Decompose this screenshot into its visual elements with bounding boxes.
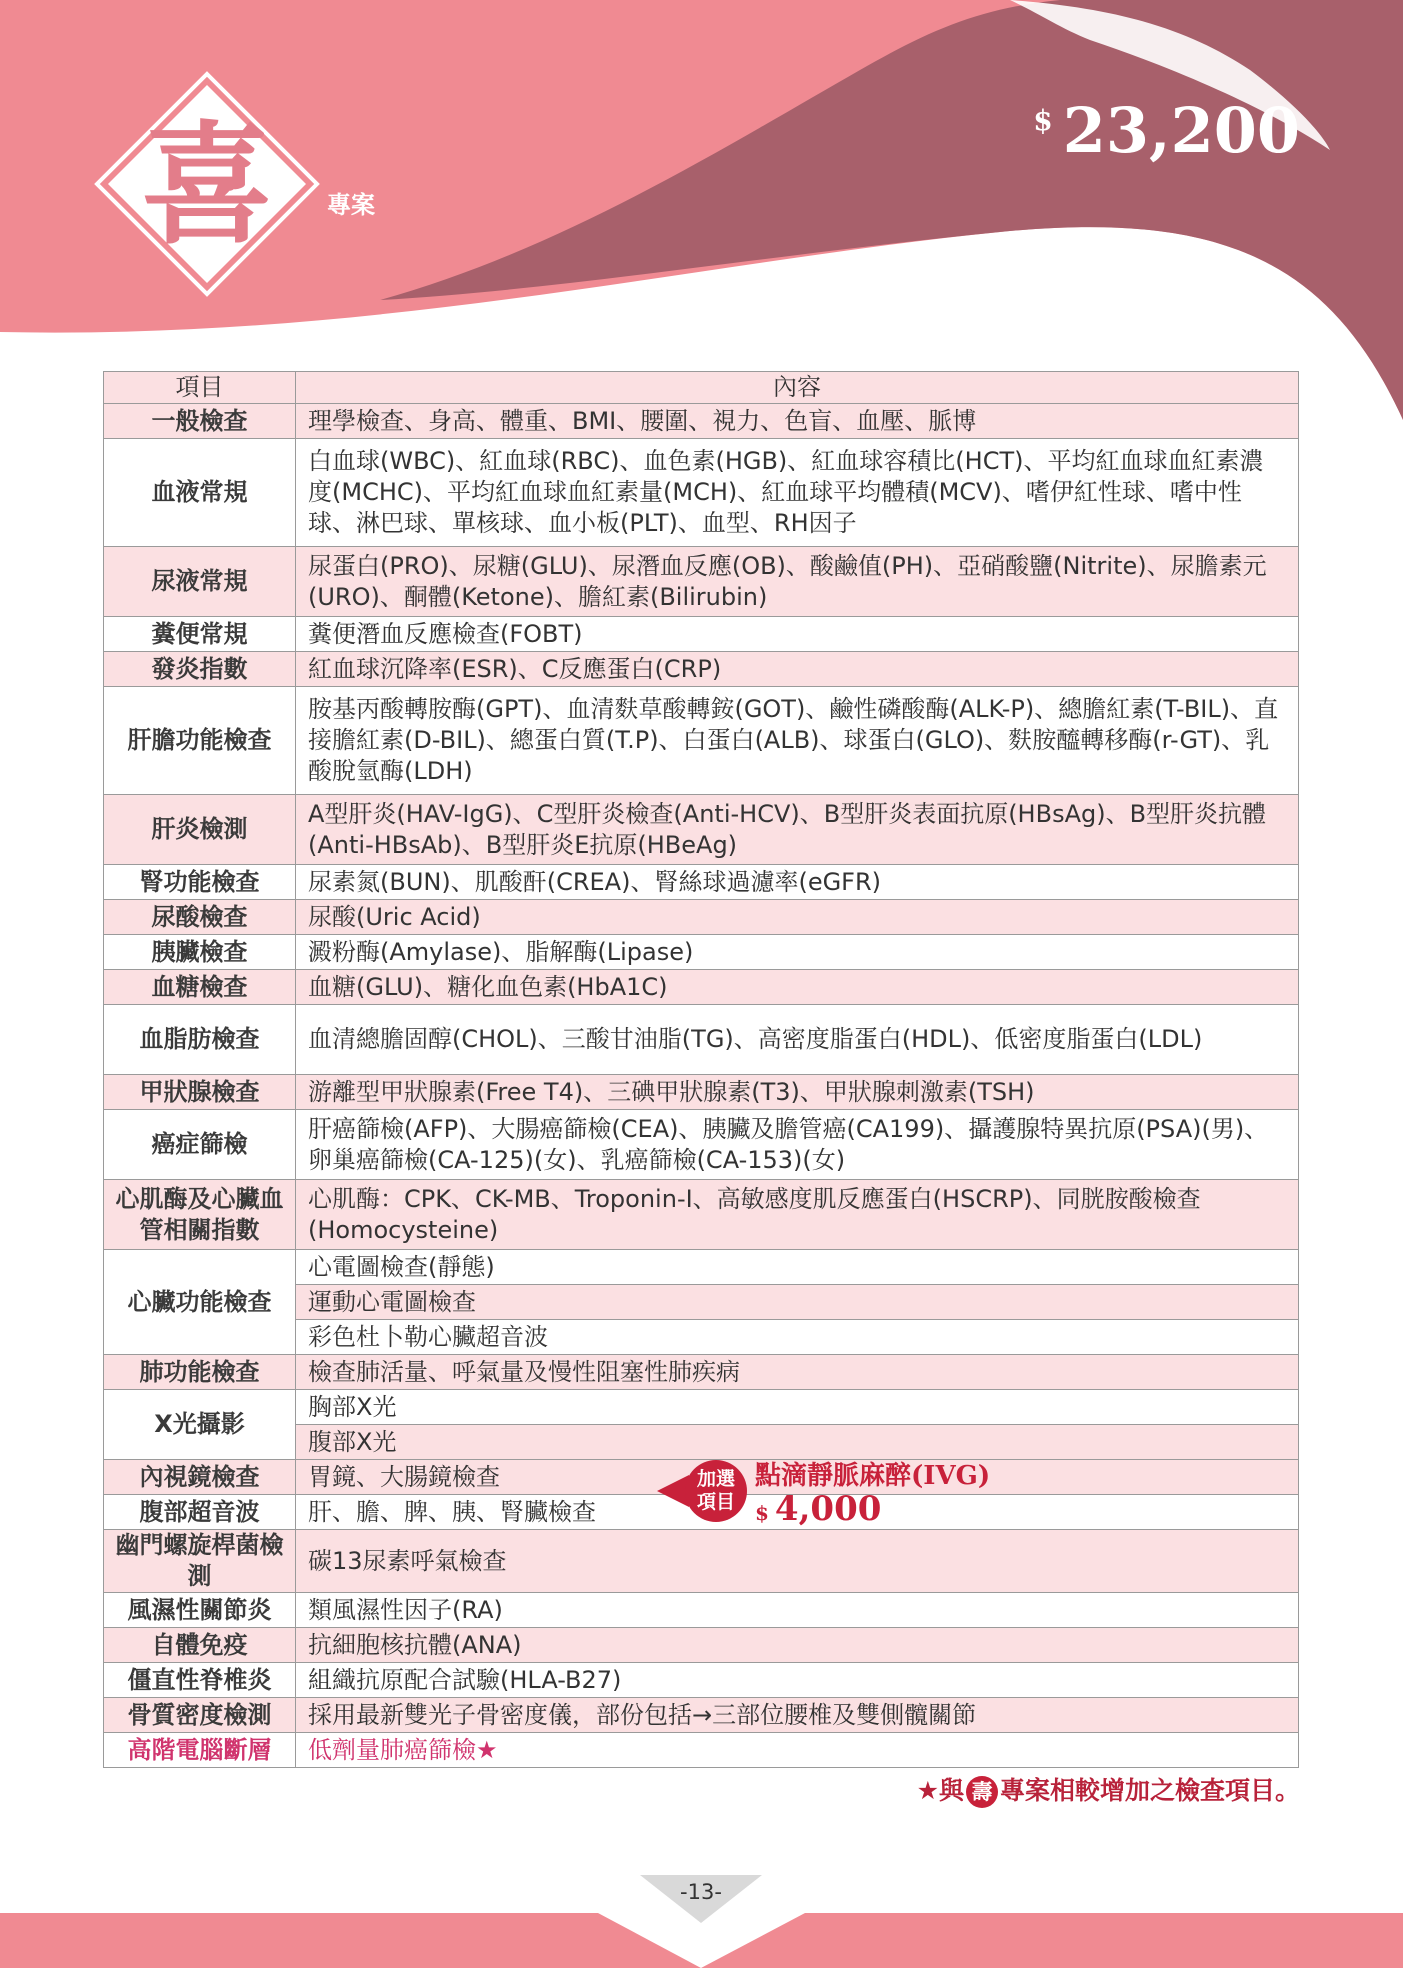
table-row	[104, 1355, 1299, 1390]
row-content: 彩色杜卜勒心臟超音波	[296, 1320, 1299, 1355]
table-row	[104, 1663, 1299, 1698]
table-row	[104, 1390, 1299, 1425]
price-value: 23,200	[1062, 94, 1300, 167]
addon-price	[755, 1489, 881, 1529]
footnote	[917, 1771, 1300, 1808]
table-row	[104, 617, 1299, 652]
row-item-label: 血脂肪檢查	[104, 1005, 296, 1075]
row-content: 肝、膽、脾、胰、腎臟檢查	[296, 1495, 1299, 1530]
table-row	[104, 1593, 1299, 1628]
row-content: 檢查肺活量、呼氣量及慢性阻塞性肺疾病	[296, 1355, 1299, 1390]
table-row	[104, 1180, 1299, 1250]
table-row	[104, 1530, 1299, 1593]
row-content: 採用最新雙光子骨密度儀，部份包括→三部位腰椎及雙側髖關節	[296, 1698, 1299, 1733]
plan-price	[1033, 94, 1300, 167]
row-item-label: 肝膽功能檢查	[104, 687, 296, 795]
table-row	[104, 865, 1299, 900]
table-header-row	[104, 372, 1299, 404]
row-item-label: 心肌酶及心臟血管相關指數	[104, 1180, 296, 1250]
row-item-label: 自體免疫	[104, 1628, 296, 1663]
row-item-label: 糞便常規	[104, 617, 296, 652]
row-content: 紅血球沉降率(ESR)、C反應蛋白(CRP)	[296, 652, 1299, 687]
row-content: 抗細胞核抗體(ANA)	[296, 1628, 1299, 1663]
table-row	[104, 1698, 1299, 1733]
table-row	[104, 547, 1299, 617]
row-item-label: 尿液常規	[104, 547, 296, 617]
price-currency: $	[1033, 104, 1053, 137]
addon-price-value: 4,000	[774, 1489, 882, 1529]
row-content: 肝癌篩檢(AFP)、大腸癌篩檢(CEA)、胰臟及膽管癌(CA199)、攝護腺特異抗原(PSA)(男)、卵巢癌篩檢(CA-125)(女)、乳癌篩檢(CA-153)(女)	[296, 1110, 1299, 1180]
row-item-label: 血糖檢查	[104, 970, 296, 1005]
row-item-label: 骨質密度檢測	[104, 1698, 296, 1733]
row-content: 運動心電圖檢查	[296, 1285, 1299, 1320]
addon-title: 點滴靜脈麻醉(IVG)	[755, 1461, 991, 1491]
row-item-label: 僵直性脊椎炎	[104, 1663, 296, 1698]
row-content: 尿酸(Uric Acid)	[296, 900, 1299, 935]
row-content: 糞便潛血反應檢查(FOBT)	[296, 617, 1299, 652]
row-item-label: 幽門螺旋桿菌檢測	[104, 1530, 296, 1593]
row-item-label: 癌症篩檢	[104, 1110, 296, 1180]
row-item-label: 甲狀腺檢查	[104, 1075, 296, 1110]
row-content: 組織抗原配合試驗(HLA-B27)	[296, 1663, 1299, 1698]
row-content: 類風濕性因子(RA)	[296, 1593, 1299, 1628]
row-content: 尿蛋白(PRO)、尿糖(GLU)、尿潛血反應(OB)、酸鹼值(PH)、亞硝酸鹽(Nitrite)、尿膽素元(URO)、酮體(Ketone)、膽紅素(Bilirubin)	[296, 547, 1299, 617]
row-content: 胸部X光	[296, 1390, 1299, 1425]
row-item-label: 尿酸檢查	[104, 900, 296, 935]
row-content: 胺基丙酸轉胺酶(GPT)、血清麩草酸轉銨(GOT)、鹼性磷酸酶(ALK-P)、總膽紅素(T-BIL)、直接膽紅素(D-BIL)、總蛋白質(T.P)、白蛋白(ALB)、球蛋白(GLO)、麩胺醯轉移酶(r-GT)、乳酸脫氫酶(LDH)	[296, 687, 1299, 795]
row-content: 血糖(GLU)、糖化血色素(HbA1C)	[296, 970, 1299, 1005]
plan-logo	[94, 71, 320, 297]
table-row	[104, 439, 1299, 547]
table-row	[104, 1005, 1299, 1075]
row-content: 尿素氮(BUN)、肌酸酐(CREA)、腎絲球過濾率(eGFR)	[296, 865, 1299, 900]
table-row	[104, 795, 1299, 865]
row-item-label: 風濕性關節炎	[104, 1593, 296, 1628]
header-content: 內容	[296, 372, 1299, 404]
table-row	[104, 652, 1299, 687]
table-row	[104, 1733, 1299, 1768]
row-content: 低劑量肺癌篩檢★	[296, 1733, 1299, 1768]
table-row	[104, 687, 1299, 795]
footnote-suffix: 專案相較增加之檢查項目。	[999, 1776, 1300, 1805]
row-item-label: 心臟功能檢查	[104, 1250, 296, 1355]
row-item-label: 一般檢查	[104, 404, 296, 439]
exam-items-table	[103, 371, 1299, 1768]
page-number: -13-	[680, 1880, 722, 1904]
logo-character: 喜	[141, 108, 273, 263]
addon-price-currency: $	[755, 1501, 769, 1525]
row-item-label: 肺功能檢查	[104, 1355, 296, 1390]
row-content: 腹部X光	[296, 1425, 1299, 1460]
row-content: 碳13尿素呼氣檢查	[296, 1530, 1299, 1593]
addon-badge	[685, 1460, 747, 1522]
row-item-label: X光攝影	[104, 1390, 296, 1460]
row-content: 澱粉酶(Amylase)、脂解酶(Lipase)	[296, 935, 1299, 970]
footnote-prefix: ★與	[916, 1776, 964, 1805]
table-row	[104, 404, 1299, 439]
table-row	[104, 935, 1299, 970]
row-content: 血清總膽固醇(CHOL)、三酸甘油脂(TG)、高密度脂蛋白(HDL)、低密度脂蛋白(LDL)	[296, 1005, 1299, 1075]
table-row	[104, 1628, 1299, 1663]
row-content: 心電圖檢查(靜態)	[296, 1250, 1299, 1285]
table-row	[104, 970, 1299, 1005]
row-item-label: 腹部超音波	[104, 1495, 296, 1530]
footnote-plan-icon: 壽	[966, 1776, 998, 1808]
row-content: 理學檢查、身高、體重、BMI、腰圍、視力、色盲、血壓、脈博	[296, 404, 1299, 439]
row-item-label: 發炎指數	[104, 652, 296, 687]
row-item-label: 內視鏡檢查	[104, 1460, 296, 1495]
row-item-label: 腎功能檢查	[104, 865, 296, 900]
row-content: 白血球(WBC)、紅血球(RBC)、血色素(HGB)、紅血球容積比(HCT)、平均紅血球血紅素濃度(MCHC)、平均紅血球血紅素量(MCH)、紅血球平均體積(MCV)、嗜伊紅性球、嗜中性球、淋巴球、單核球、血小板(PLT)、血型、RH因子	[296, 439, 1299, 547]
row-content: 胃鏡、大腸鏡檢查	[296, 1460, 1299, 1495]
header-item: 項目	[104, 372, 296, 404]
row-item-label: 血液常規	[104, 439, 296, 547]
row-content: 心肌酶：CPK、CK-MB、Troponin-I、高敏感度肌反應蛋白(HSCRP)、同胱胺酸檢查(Homocysteine)	[296, 1180, 1299, 1250]
row-item-label: 肝炎檢測	[104, 795, 296, 865]
row-content: A型肝炎(HAV-IgG)、C型肝炎檢查(Anti-HCV)、B型肝炎表面抗原(HBsAg)、B型肝炎抗體(Anti-HBsAb)、B型肝炎E抗原(HBeAg)	[296, 795, 1299, 865]
row-item-label: 高階電腦斷層	[104, 1733, 296, 1768]
row-item-label: 胰臟檢查	[104, 935, 296, 970]
table-row	[104, 900, 1299, 935]
table-row	[104, 1075, 1299, 1110]
table-row	[104, 1110, 1299, 1180]
table-row	[104, 1250, 1299, 1285]
row-content: 游離型甲狀腺素(Free T4)、三碘甲狀腺素(T3)、甲狀腺刺激素(TSH)	[296, 1075, 1299, 1110]
plan-label: 專案	[327, 190, 375, 219]
addon-badge-text: 加選 項目	[696, 1468, 735, 1513]
